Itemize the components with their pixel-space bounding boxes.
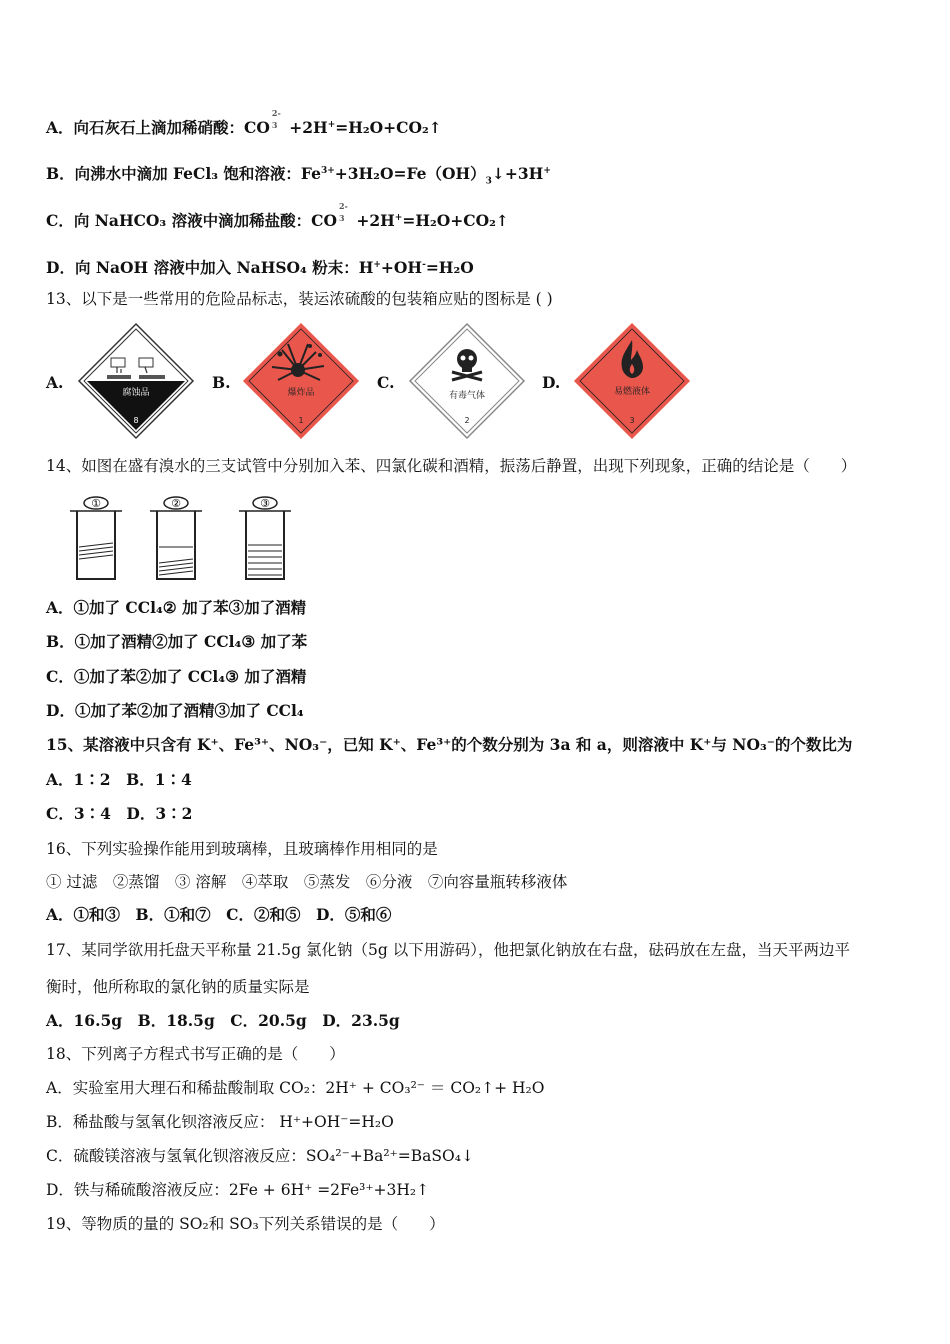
corrosive-sign-icon bbox=[77, 322, 195, 440]
q18-option-b: B．稀盐酸与氢氧化钡溶液反应： H⁺+OH⁻=H₂O bbox=[46, 1113, 394, 1131]
q14-option-a: A．①加了 CCl₄② 加了苯③加了酒精 bbox=[46, 598, 307, 617]
q14-stem: 14、如图在盛有溴水的三支试管中分别加入苯、四氯化碳和酒精，振荡后静置，出现下列现象，正确的结论是（ ） bbox=[46, 457, 857, 475]
q18-stem: 18、下列离子方程式书写正确的是（ ） bbox=[46, 1045, 345, 1063]
q17-options: A．16.5g B．18.5g C．20.5g D．23.5g bbox=[46, 1011, 400, 1030]
q18-option-a: A．实验室用大理石和稀盐酸制取 CO₂：2H⁺ + CO₃²⁻ ＝ CO₂↑+ H₂O bbox=[46, 1079, 545, 1097]
q12-option-d: D．向 NaOH 溶液中加入 NaHSO₄ 粉末：H++OH-=H₂O bbox=[46, 258, 474, 278]
q13-stem: 13、以下是一些常用的危险品标志，装运浓硫酸的包装箱应贴的图标是 ( ) bbox=[46, 290, 553, 308]
tube-1-label: ① bbox=[91, 497, 101, 510]
q14-option-b: B．①加了酒精②加了 CCl₄③ 加了苯 bbox=[46, 632, 308, 651]
q12-option-b: B．向沸水中滴加 FeCl₃ 饱和溶液：$Fe^{3+}+3H_2O=Fe(OH)_3↓+3H^+$ bbox=[46, 164, 551, 187]
test-tube-1-icon bbox=[68, 495, 124, 583]
q15-options-ab: A．1∶2 B．1∶4 bbox=[46, 770, 192, 789]
sign-a-number: 8 bbox=[133, 416, 139, 425]
test-tube-2-icon bbox=[148, 495, 204, 583]
q13-letter-d: D. bbox=[542, 373, 561, 392]
tube-2-label: ② bbox=[171, 497, 181, 510]
q14-option-c: C．①加了苯②加了 CCl₄③ 加了酒精 bbox=[46, 667, 307, 686]
q12-option-a: A．向石灰石上滴加稀硝酸：CO 2- 3 +2H+=H₂O+CO₂↑ bbox=[46, 108, 442, 138]
q13-letter-a: A. bbox=[46, 373, 64, 392]
q19-stem: 19、等物质的量的 SO₂和 SO₃下列关系错误的是（ ） bbox=[46, 1215, 445, 1233]
test-tube-3-icon bbox=[237, 495, 293, 583]
sign-d-number: 3 bbox=[629, 416, 635, 425]
sign-d-label: 易燃液体 bbox=[613, 387, 651, 397]
q18-option-d: D．铁与稀硫酸溶液反应：2Fe + 6H⁺ =2Fe³⁺+3H₂↑ bbox=[46, 1181, 430, 1199]
sign-a-label: 腐蚀品 bbox=[122, 388, 150, 398]
q15-options-cd: C．3∶4 D．3∶2 bbox=[46, 804, 193, 823]
q14-option-d: D．①加了苯②加了酒精③加了 CCl₄ bbox=[46, 701, 304, 720]
toxic-gas-sign-icon bbox=[408, 322, 526, 440]
q18-option-c: C．硫酸镁溶液与氢氧化钡溶液反应：SO₄²⁻+Ba²⁺=BaSO₄↓ bbox=[46, 1147, 474, 1165]
q16-stem: 16、下列实验操作能用到玻璃棒，且玻璃棒作用相同的是 bbox=[46, 840, 438, 858]
tube-3-label: ③ bbox=[260, 497, 270, 510]
q13-letter-c: C. bbox=[377, 373, 395, 392]
q16-options: A．①和③ B．①和⑦ C．②和⑤ D．⑤和⑥ bbox=[46, 905, 392, 924]
q15-stem: 15、某溶液中只含有 K⁺、Fe³⁺、NO₃⁻，已知 K⁺、Fe³⁺的个数分别为 3a 和 a，则溶液中 K⁺与 NO₃⁻的个数比为 bbox=[46, 735, 853, 754]
sign-c-number: 2 bbox=[464, 416, 470, 425]
q17-stem-line1: 17、某同学欲用托盘天平称量 21.5g 氯化钠（5g 以下用游码），他把氯化钠放在右盘，砝码放在左盘，当天平两边平 bbox=[46, 941, 850, 959]
q16-items: ① 过滤 ②蒸馏 ③ 溶解 ④萃取 ⑤蒸发 ⑥分液 ⑦向容量瓶转移液体 bbox=[46, 873, 568, 891]
q17-stem-line2: 衡时，他所称取的氯化钠的质量实际是 bbox=[46, 978, 310, 996]
flammable-liquid-sign-icon bbox=[573, 322, 691, 440]
sign-b-number: 1 bbox=[298, 416, 304, 425]
q12-option-c: C．向 NaHCO₃ 溶液中滴加稀盐酸：CO 2- 3 +2H+=H₂O+CO₂↑ bbox=[46, 201, 509, 231]
explosive-sign-icon bbox=[242, 322, 360, 440]
q13-letter-b: B. bbox=[212, 373, 231, 392]
sign-b-label: 爆炸品 bbox=[287, 388, 315, 398]
sign-c-label: 有毒气体 bbox=[448, 391, 486, 401]
